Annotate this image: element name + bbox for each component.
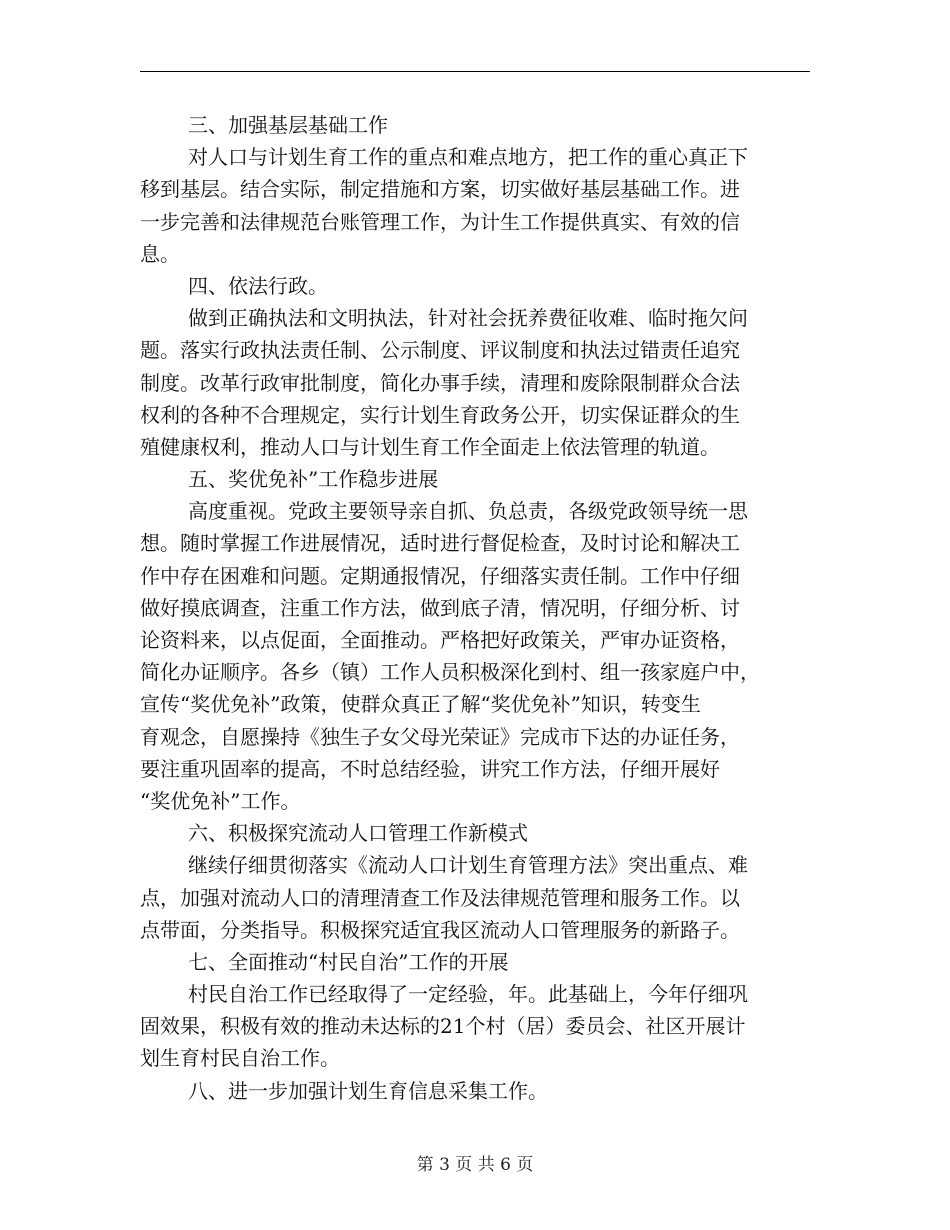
footer-prefix: 第 (416, 1155, 434, 1175)
text-line: 继续仔细贯彻落实《流动人口计划生育管理方法》突出重点、难 (188, 853, 748, 878)
text-line: 权利的各种不合理规定，实行计划生育政务公开，切实保证群众的生 (140, 402, 740, 427)
text-line: 做到正确执法和文明执法，针对社会抚养费征收难、临时拖欠问 (188, 306, 748, 331)
text-line: 移到基层。结合实际，制定措施和方案，切实做好基层基础工作。进 (140, 177, 740, 202)
header-rule (140, 71, 810, 72)
text-line: 对人口与计划生育工作的重点和难点地方，把工作的重心真正下 (188, 145, 748, 170)
footer-total-pages: 6 (500, 1155, 511, 1175)
text-line: 要注重巩固率的提高，不时总结经验，讲究工作方法，仔细开展好 (140, 756, 720, 781)
text-line: 做好摸底调查，注重工作方法，做到底子清，情况明，仔细分析、讨 (140, 595, 740, 620)
text-line: 划生育村民自治工作。 (140, 1046, 340, 1071)
text-line: 制度。改革行政审批制度，简化办事手续，清理和废除限制群众合法 (140, 370, 740, 395)
text-line: 七、全面推动“村民自治”工作的开展 (188, 949, 509, 974)
text-line: 固效果，积极有效的推动未达标的21个村（居）委员会、社区开展计 (140, 1014, 746, 1039)
text-line: 息。 (140, 241, 180, 266)
text-line: 论资料来，以点促面，全面推动。严格把好政策关，严审办证资格， (140, 628, 740, 652)
text-line: 一步完善和法律规范台账管理工作，为计生工作提供真实、有效的信 (140, 209, 740, 234)
text-line: 想。随时掌握工作进展情况，适时进行督促检查，及时讨论和解决工 (140, 531, 740, 556)
text-line: 高度重视。党政主要领导亲自抓、负总责，各级党政领导统一思 (188, 499, 748, 524)
text-line: 作中存在困难和问题。定期通报情况，仔细落实责任制。工作中仔细 (140, 563, 740, 588)
text-line: 五、奖优免补”工作稳步进展 (188, 467, 439, 492)
text-line: 殖健康权利，推动人口与计划生育工作全面走上依法管理的轨道。 (140, 434, 720, 459)
text-line: 三、加强基层基础工作 (188, 113, 388, 137)
page-footer (0, 1153, 950, 1177)
footer-middle: 页 共 (455, 1155, 495, 1175)
text-line: 题。落实行政执法责任制、公示制度、评议制度和执法过错责任追究 (140, 338, 740, 363)
text-line: 六、积极探究流动人口管理工作新模式 (188, 821, 528, 846)
text-line: 宣传“奖优免补”政策，使群众真正了解“奖优免补”知识，转变生 (140, 692, 701, 717)
text-line: 四、依法行政。 (188, 273, 328, 298)
text-line: 八、进一步加强计划生育信息采集工作。 (188, 1078, 548, 1103)
document-body (140, 109, 810, 1107)
text-line: 简化办证顺序。各乡（镇）工作人员积极深化到村、组一孩家庭户中， (140, 660, 760, 685)
text-line: 点，加强对流动人口的清理清查工作及法律规范管理和服务工作。以 (140, 885, 740, 910)
text-line: 村民自治工作已经取得了一定经验，年。此基础上，今年仔细巩 (188, 982, 748, 1007)
footer-page-number: 3 (439, 1155, 450, 1175)
text-line: “奖优免补”工作。 (140, 788, 301, 813)
text-line: 育观念，自愿操持《独生子女父母光荣证》完成市下达的办证任务， (140, 724, 740, 749)
footer-suffix: 页 (516, 1155, 534, 1175)
text-line: 点带面，分类指导。积极探究适宜我区流动人口管理服务的新路子。 (140, 917, 740, 942)
